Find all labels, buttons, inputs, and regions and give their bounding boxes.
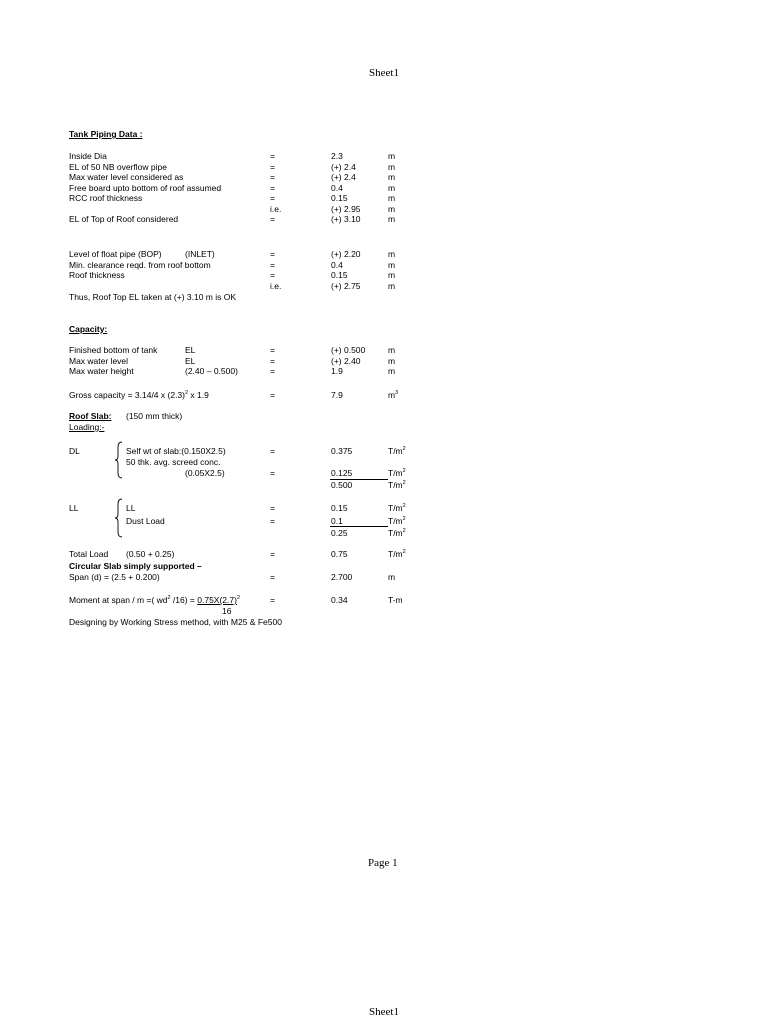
row-label: Free board upto bottom of roof assumed [69,182,222,193]
dl-sep-2: = [270,468,275,478]
row-value: 0.15 [331,193,348,203]
page-number: Page 1 [368,857,398,869]
row-value: (+) 2.4 [331,172,356,182]
row-label: EL of 50 NB overflow pipe [69,161,167,172]
tank-piping-seps [270,151,281,225]
row-value: (+) 2.75 [331,280,361,291]
ll-unit-total: $T/m^2$ [388,528,406,538]
moment-sep: = [270,595,275,605]
row-extra: EL [185,345,196,355]
sheet-header: Sheet1 [369,67,399,79]
row-sep: = [270,345,275,355]
capacity-labels [69,345,157,377]
dl-unit-total: $T/m^2$ [388,480,406,490]
row-unit: m [388,366,396,376]
row-sep: = [270,182,275,193]
design-method-note: Designing by Working Stress method, with M25 & Fe500 [69,617,282,627]
row-unit: m [388,182,396,193]
loading-heading: Loading:- [69,422,105,432]
moment-unit: T-m [388,595,403,605]
row-unit: m [388,355,396,366]
ll-unit-2: $T/m^2$ [388,516,406,526]
row-label: Max water height [69,366,134,376]
row-sep: = [270,366,275,376]
float-pipe-seps [270,249,281,291]
row-sep: = [270,355,275,366]
moment-formula: Moment at span / m =( $wd^2$ $/16) = 0.75X(2.7)^2$ [69,595,241,605]
row-value: 1.9 [331,366,343,376]
circular-slab-note: Circular Slab simply supported – [69,561,202,571]
gross-value: 7.9 [331,390,343,400]
row-label: Inside Dia [69,151,107,161]
dl-item-self-wt: Self wt of slab:(0.150X2.5) [126,446,226,456]
ll-value-1: 0.15 [331,503,348,513]
capacity-values [331,345,365,377]
span-unit: m [388,572,396,582]
row-sep: = [270,214,275,224]
dl-sep-1: = [270,446,275,456]
gross-unit: $m^3$ [388,390,399,400]
float-pipe-units [388,249,395,291]
next-sheet-header: Sheet1 [369,1006,399,1018]
row-unit: m [388,172,396,182]
dl-unit-2: $T/m^2$ [388,468,406,478]
roof-slab-thickness: (150 mm thick) [126,411,183,421]
row-value: (+) 2.95 [331,203,361,214]
ll-sep-2: = [270,516,275,526]
row-sep: i.e. [270,280,282,291]
row-sep: = [270,270,275,280]
dl-total: 0.500 [331,480,353,490]
row-unit: m [388,193,396,203]
inlet-label: (INLET) [185,249,215,259]
ll-item-ll: LL [126,503,136,513]
capacity-units [388,345,395,377]
row-value: 0.4 [331,182,343,193]
ll-item-dust: Dust Load [126,516,165,526]
float-pipe-values [331,249,361,291]
moment-denominator: 16 [222,606,232,616]
dl-label: DL [69,446,80,456]
span-label: Span (d) = (2.5 + 0.200) [69,572,160,582]
row-value: (+) 2.40 [331,355,361,366]
roof-top-conclusion: Thus, Roof Top EL taken at (+) 3.10 m is OK [69,292,237,302]
row-value: 0.15 [331,270,348,280]
row-extra: EL [185,355,196,366]
row-label: EL of Top of Roof considered [69,214,179,224]
dl-item-screed-calc: (0.05X2.5) [185,468,225,478]
row-value: (+) 2.4 [331,161,356,172]
row-sep: i.e. [270,203,282,214]
row-value: (+) 2.20 [331,249,361,259]
row-label: Max water level [69,355,129,366]
row-unit: m [388,280,396,291]
row-label: Max water level considered as [69,172,184,182]
row-label: Level of float pipe (BOP) [69,249,162,259]
row-sep: = [270,193,275,203]
tank-piping-values [331,151,361,225]
row-value: (+) 0.500 [331,345,366,355]
row-label [69,281,211,292]
ll-sum-line [330,526,388,527]
row-label: RCC roof thickness [69,193,143,203]
capacity-title: Capacity: [69,324,108,334]
ll-sep-1: = [270,503,275,513]
row-value: 0.4 [331,259,343,270]
row-unit: m [388,249,396,259]
roof-slab-title: Roof Slab: [69,411,112,421]
tank-piping-labels [69,151,221,225]
gross-capacity-formula: Gross capacity = 3.14/4 x $(2.3)^2$ x 1.9 [69,390,209,400]
total-load-unit: $T/m^2$ [388,549,406,559]
dl-value-2: 0.125 [331,468,353,478]
total-load-expr: (0.50 + 0.25) [126,549,175,559]
row-label: Finished bottom of tank [69,345,158,355]
row-sep: = [270,259,275,270]
total-load-value: 0.75 [331,549,348,559]
row-sep: = [270,249,275,259]
dl-value-1: 0.375 [331,446,353,456]
ll-total: 0.25 [331,528,348,538]
row-unit: m [388,214,396,224]
row-unit: m [388,203,396,214]
span-value: 2.700 [331,572,353,582]
gross-sep: = [270,390,275,400]
moment-value: 0.34 [331,595,348,605]
dl-item-screed: 50 thk. avg. screed conc. [126,457,221,467]
row-sep: = [270,172,275,182]
row-label: Roof thickness [69,270,125,280]
ll-unit-1: $T/m^2$ [388,503,406,513]
row-sep: = [270,151,275,161]
tank-piping-units [388,151,395,225]
row-sep: = [270,161,275,172]
total-load-sep: = [270,549,275,559]
dl-brace-icon [114,441,124,479]
row-value: 2.3 [331,151,343,161]
row-unit: m [388,259,396,270]
row-extra: (2.40 – 0.500) [185,366,238,376]
total-load-label: Total Load [69,549,109,559]
row-unit: m [388,151,396,161]
ll-value-2: 0.1 [331,516,343,526]
row-label [69,204,221,215]
row-label: Min. clearance reqd. from roof bottom [69,259,211,270]
row-unit: m [388,270,396,280]
row-unit: m [388,161,396,172]
dl-unit-1: $T/m^2$ [388,446,406,456]
capacity-extras [185,345,238,377]
ll-brace-icon [114,498,124,538]
ll-label: LL [69,503,79,513]
row-unit: m [388,345,396,355]
row-value: (+) 3.10 [331,214,361,224]
capacity-seps [270,345,275,377]
span-sep: = [270,572,275,582]
tank-piping-title: Tank Piping Data : [69,129,143,139]
